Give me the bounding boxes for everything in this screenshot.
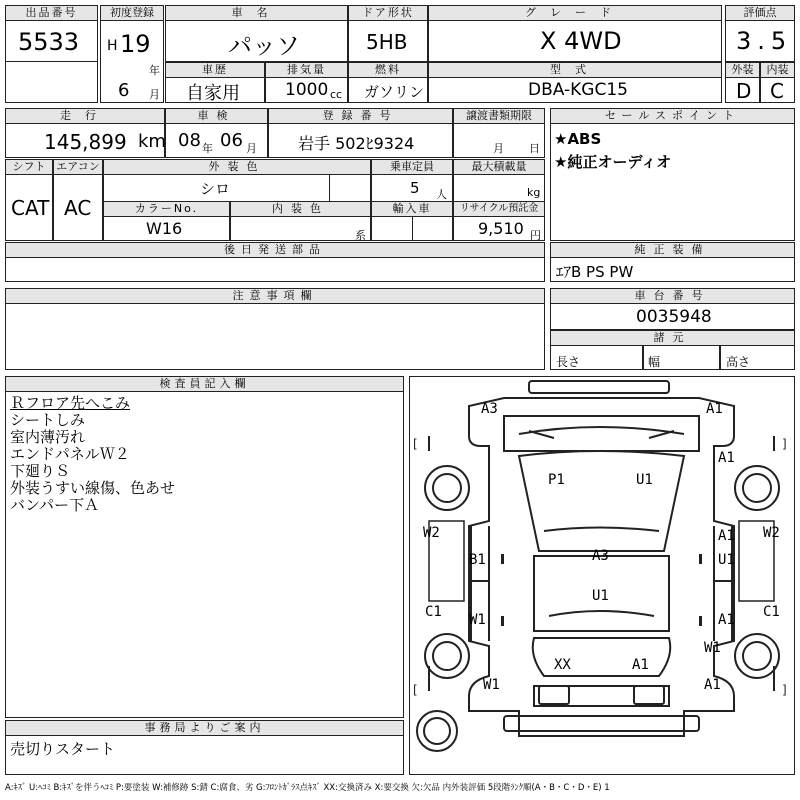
int-score-header: 内装 (760, 62, 795, 78)
inspection-month: 06 (220, 130, 243, 151)
first-reg-era: H (107, 38, 118, 54)
inspector-note: 下廻りＳ (10, 462, 71, 480)
capacity-header: 乗車定員 (371, 159, 453, 175)
damage-mark: B1 (469, 552, 486, 568)
car-outline-diagram (409, 376, 795, 775)
office-header: 事務局よりご案内 (5, 720, 404, 736)
notes-header: 注意事項欄 (5, 288, 545, 304)
plate-number: 岩手 502ﾋ9324 (298, 134, 415, 153)
first-reg-month-unit: 月 (149, 88, 160, 101)
damage-mark: P1 (548, 472, 565, 488)
damage-mark: A1 (632, 657, 649, 673)
score-value: 3.5 (736, 27, 793, 55)
ext-color: シロ (200, 180, 231, 198)
car-name-header: 車名 (165, 5, 348, 21)
grade-header: グレード (428, 5, 722, 21)
inspection-month-unit: 月 (246, 142, 257, 155)
max-load-header: 最大積載量 (453, 159, 545, 175)
recycle-unit: 円 (530, 229, 541, 242)
history: 自家用 (186, 83, 240, 104)
int-score: C (770, 79, 784, 103)
lot-number: 5533 (18, 28, 80, 56)
chassis-number: 0035948 (636, 307, 712, 327)
later-parts-box (5, 257, 545, 282)
recycle-fee: 9,510 (478, 219, 524, 238)
damage-mark: C1 (425, 604, 442, 620)
spec-height: 高さ (726, 355, 751, 369)
fuel: ガソリン (364, 83, 425, 101)
damage-mark: A3 (592, 548, 609, 564)
color-no: W16 (146, 219, 183, 238)
ext-score: D (736, 79, 752, 103)
recycle-header: リサイクル預託金 (453, 201, 545, 217)
inspector-note: シートしみ (10, 411, 86, 429)
inspector-note: 室内薄汚れ (10, 428, 86, 446)
genuine-equipment: ｴｱB PS PW (556, 263, 634, 281)
damage-mark: A1 (704, 677, 721, 693)
displacement-header: 排気量 (265, 62, 348, 78)
int-color-suffix: 系 (355, 229, 366, 242)
later-parts-header: 後日発送部品 (5, 242, 545, 258)
int-color-header: 内装色 (230, 201, 371, 217)
svg-text:]: ] (782, 437, 787, 451)
grade-value: X 4WD (540, 27, 622, 55)
svg-text:[: [ (413, 683, 418, 697)
score-header: 評価点 (725, 5, 795, 21)
door-type: 5HB (366, 30, 408, 54)
sales-point-1: ★ABS (554, 130, 602, 148)
damage-mark: W1 (704, 640, 721, 656)
inspection-year-unit: 年 (202, 142, 213, 155)
car-name: パッソ (228, 32, 300, 60)
svg-text:[: [ (413, 437, 418, 451)
history-header: 車歴 (165, 62, 265, 78)
genuine-header: 純正装備 (550, 242, 795, 258)
chassis-header: 車台番号 (550, 288, 795, 304)
first-reg-month: 6 (118, 80, 130, 101)
spec-width: 幅 (648, 355, 661, 369)
spec-length: 長さ (556, 355, 581, 369)
damage-mark: A1 (718, 612, 735, 628)
inspector-note: 外装うすい線傷、色あせ (10, 479, 176, 497)
color-no-header: カラーNo. (103, 201, 230, 217)
damage-mark: A1 (718, 450, 735, 466)
notes-box (5, 303, 545, 370)
aircon: AC (64, 196, 92, 220)
sales-points-header: セールスポイント (550, 108, 795, 124)
shift: CAT (11, 196, 50, 220)
displacement-unit: cc (330, 88, 343, 101)
spec-header: 諸元 (550, 330, 795, 346)
fuel-header: 燃料 (348, 62, 428, 78)
mileage: 145,899 (44, 130, 127, 154)
first-reg-year-unit: 年 (149, 64, 160, 77)
damage-mark: U1 (636, 472, 653, 488)
lot-header: 出品番号 (5, 5, 98, 21)
damage-mark: W2 (763, 525, 780, 541)
first-reg-header: 初度登録 (100, 5, 164, 21)
damage-mark: U1 (592, 588, 609, 604)
damage-mark: A1 (706, 401, 723, 417)
ext-color-header: 外装色 (103, 159, 371, 175)
legend: A:ｷｽﾞ U:ﾍｺﾐ B:ｷｽﾞを伴うﾍｺﾐ P:要塗装 W:補修跡 S:錆 C:腐食、劣 G:ﾌﾛﾝﾄｶﾞﾗｽ点ｷｽﾞ XX:交換済み X:要交換 欠:欠品 内外装評価 5段階ﾗﾝｸ順(A・B・C・D・E) 1 (5, 783, 610, 793)
capacity: 5 (410, 179, 420, 197)
damage-mark: U1 (718, 552, 735, 568)
door-header: ドア形状 (348, 5, 428, 21)
transfer-month-unit: 月 (493, 142, 504, 155)
damage-mark: A3 (481, 401, 498, 417)
damage-mark: XX (554, 657, 571, 673)
ext-score-header: 外装 (725, 62, 760, 78)
damage-mark: W2 (423, 525, 440, 541)
capacity-unit: 人 (436, 188, 447, 201)
svg-text:]: ] (782, 683, 787, 697)
mileage-header: 走行 (5, 108, 165, 124)
aircon-header: エアコン (53, 159, 103, 175)
inspector-note: エンドパネルＷ２ (10, 445, 130, 463)
max-load-unit: kg (527, 186, 541, 199)
inspector-header: 検査員記入欄 (5, 376, 404, 392)
plate-header: 登録番号 (268, 108, 453, 124)
office-notice: 売切りスタート (10, 740, 116, 758)
displacement: 1000 (285, 80, 329, 100)
first-reg-year: 19 (120, 30, 151, 58)
mileage-unit: km (138, 131, 166, 152)
shift-header: シフト (5, 159, 53, 175)
model-code: DBA-KGC15 (528, 80, 628, 100)
transfer-day-unit: 日 (529, 142, 540, 155)
sales-point-2: ★純正オーディオ (554, 153, 672, 171)
inspection-header: 車検 (165, 108, 268, 124)
inspector-note: バンパー下Ａ (10, 496, 99, 514)
inspection-year: 08 (178, 130, 201, 151)
inspector-note: Ｒフロア先へこみ (10, 394, 131, 412)
damage-mark: W1 (469, 612, 486, 628)
transfer-header: 譲渡書類期限 (453, 108, 545, 124)
damage-mark: A1 (718, 528, 735, 544)
damage-mark: W1 (483, 677, 500, 693)
import-header: 輸入車 (371, 201, 453, 217)
model-code-header: 型式 (428, 62, 722, 78)
damage-mark: C1 (763, 604, 780, 620)
inspector-notes (10, 395, 175, 514)
